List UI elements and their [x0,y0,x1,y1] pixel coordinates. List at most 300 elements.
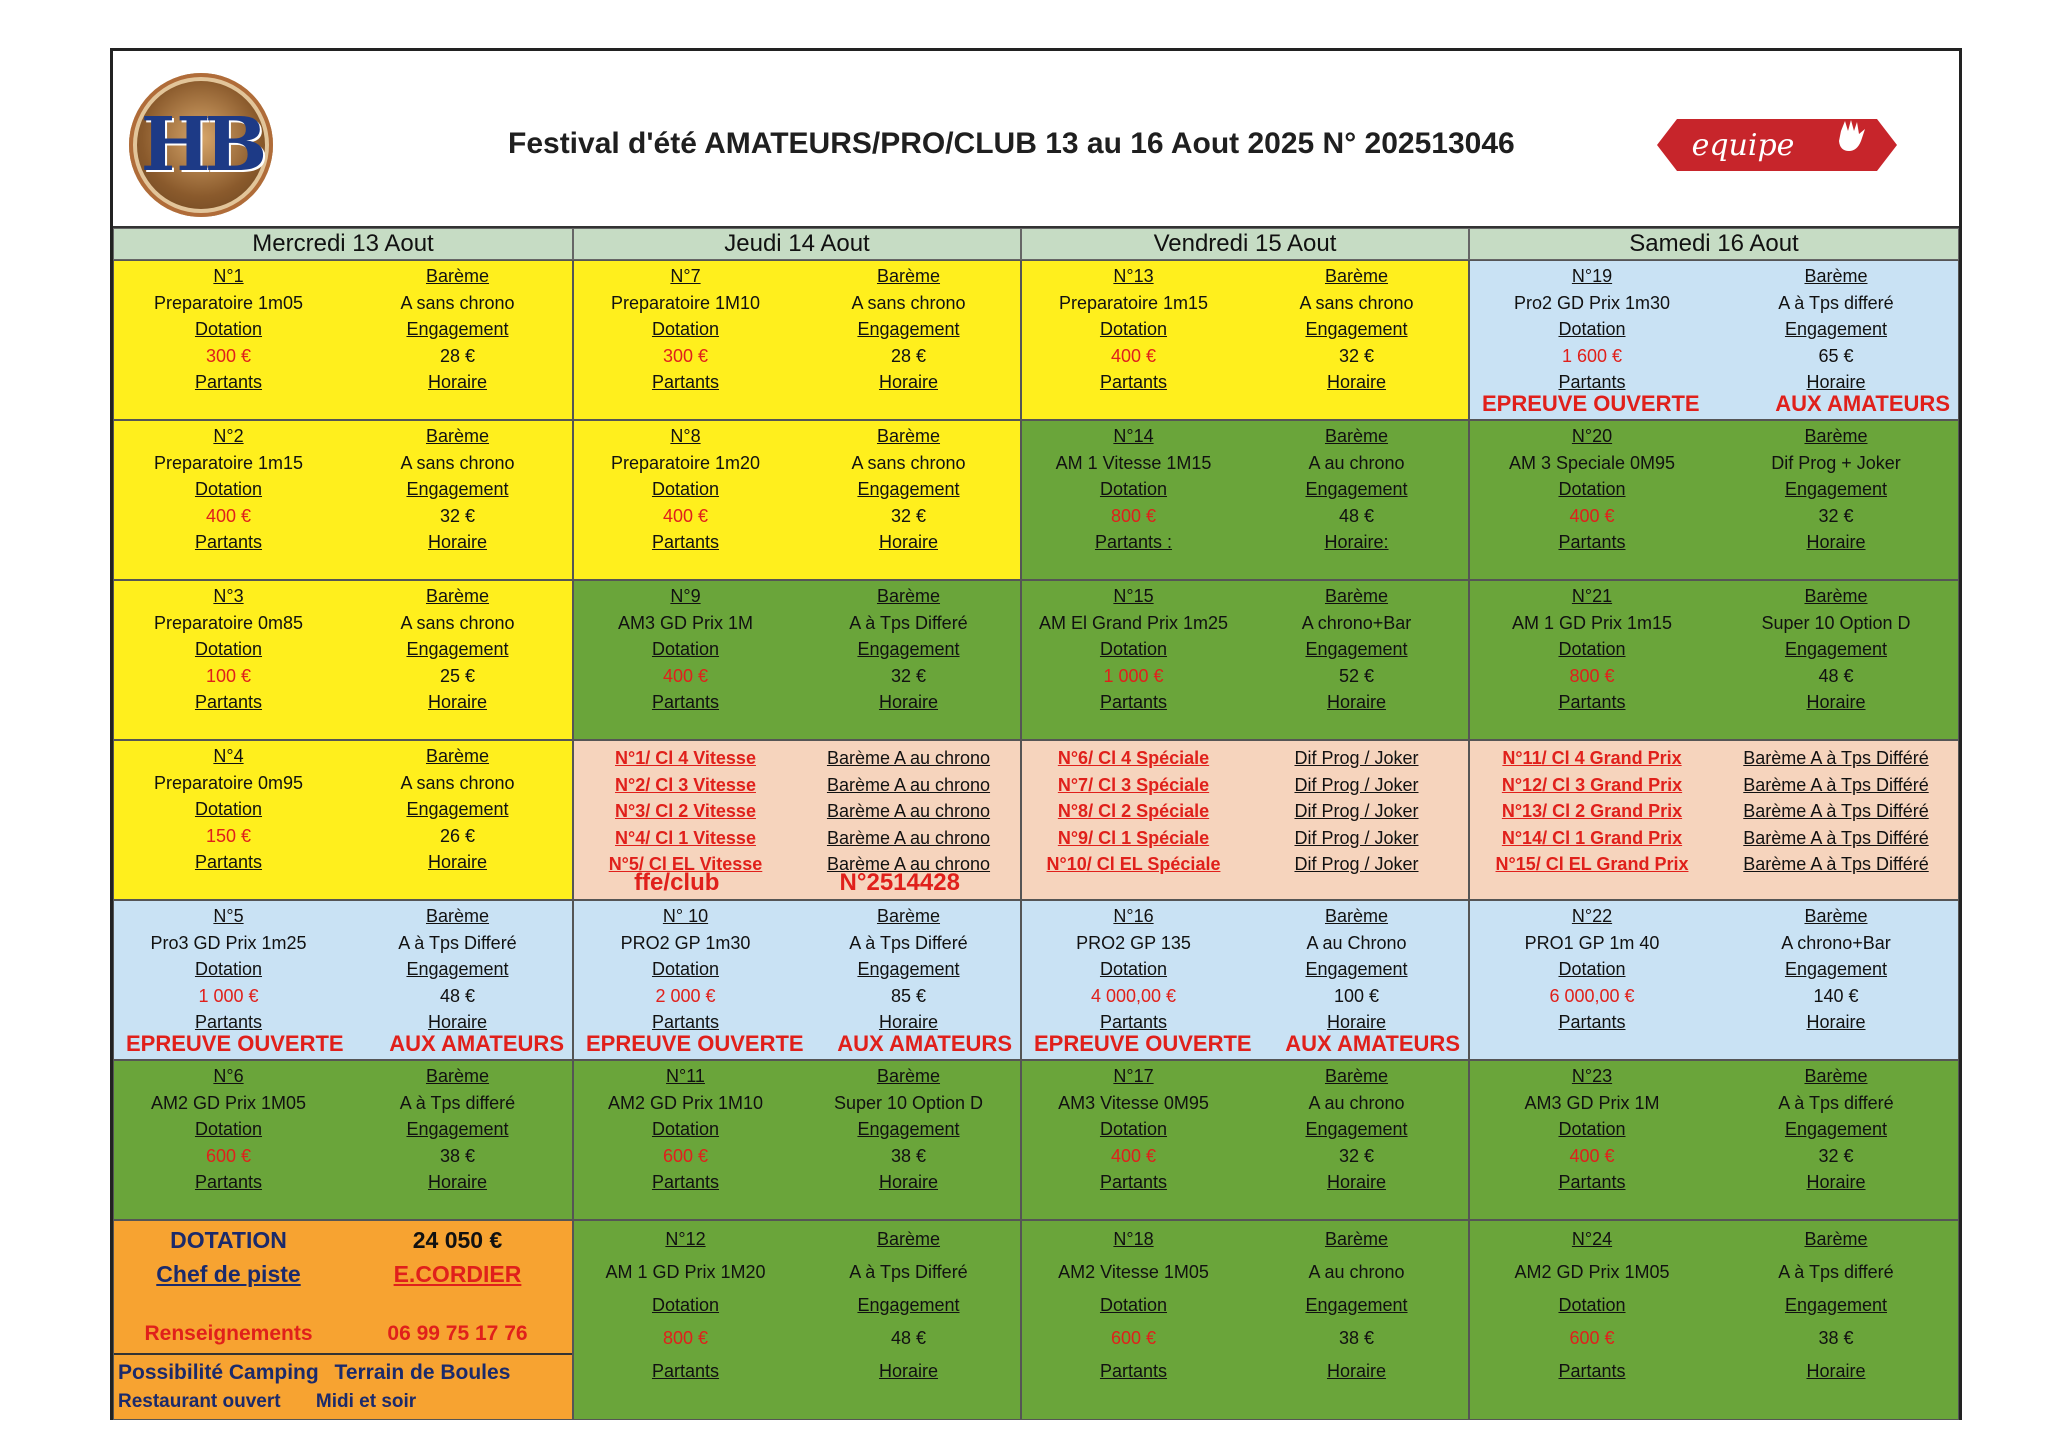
club-bareme: Barème A à Tps Différé [1743,774,1929,795]
bareme-value: A sans chrono [1299,292,1414,313]
restaurant-hours: Midi et soir [315,1391,417,1412]
event-name: AM2 GD Prix 1M05 [1514,1262,1670,1282]
event-name: AM 1 GD Prix 1m15 [1511,612,1673,633]
ffe-club-number: N°2514428 [839,869,960,896]
engagement-label: Engagement [406,959,509,979]
engagement-label: Engagement [406,799,509,819]
dotation-value: 400 € [1569,505,1615,526]
dotation-label: Dotation [651,319,720,339]
engagement-label: Engagement [1305,959,1408,979]
engagement-value: 38 € [1818,1328,1854,1348]
club-bareme: Barème A au chrono [826,801,991,821]
engagement-value: 52 € [1338,665,1375,686]
bareme-label: Barème [876,1229,941,1249]
bareme-value: A au Chrono [1306,932,1407,953]
bareme-label: Barème [425,266,490,286]
event-name: Preparatoire 1m15 [1058,292,1209,313]
club-event: N°11/ Cl 4 Grand Prix [1502,748,1682,768]
engagement-label: Engagement [857,319,960,339]
bareme-value: A sans chrono [851,452,966,473]
event-cell [113,740,573,900]
epreuve-ouverte-label: EPREUVE OUVERTE [1034,1031,1252,1056]
event-cell [1021,580,1469,740]
engagement-value: 28 € [439,345,476,366]
bareme-value: A au chrono [1308,452,1405,473]
event-number: N°3 [213,586,244,606]
event-name: Preparatoire 1m20 [610,452,761,473]
horaire-label: Horaire [1326,372,1387,392]
event-name: Pro3 GD Prix 1m25 [150,932,307,953]
engagement-label: Engagement [857,1295,960,1315]
engagement-label: Engagement [1784,639,1888,659]
bareme-value: A à Tps Differé [849,612,968,633]
horaire-label: Horaire [1806,532,1866,552]
partants-label: Partants [1558,1361,1626,1381]
dotation-label: Dotation [1099,1295,1168,1315]
club-event: N°10/ Cl EL Spéciale [1046,854,1221,874]
aux-amateurs-label: AUX AMATEURS [1775,391,1950,416]
event-number: N°13 [1113,266,1154,286]
horaire-label: Horaire [427,692,488,712]
dotation-label: Dotation [651,959,720,979]
club-event: N°6/ Cl 4 Spéciale [1057,748,1210,768]
dotation-value: 600 € [662,1145,709,1166]
club-bareme: Barème A au chrono [826,748,991,768]
page-title: Festival d'été AMATEURS/PRO/CLUB 13 au 16 Aout 2025 N° 202513046 [508,127,1515,160]
dotation-label: Dotation [651,479,720,499]
engagement-label: Engagement [1305,1295,1408,1315]
event-cell [573,260,1021,420]
partants-label: Partants [1558,532,1626,552]
event-number: N°16 [1113,906,1154,926]
dotation-label: Dotation [1558,479,1626,499]
bareme-value: A sans chrono [851,292,966,313]
day-header-wed: Mercredi 13 Aout [113,228,573,260]
event-cell [1469,260,1959,420]
dotation-value: 600 € [1569,1328,1615,1348]
dotation-value: 800 € [662,1328,709,1348]
engagement-value: 32 € [439,505,476,526]
engagement-value: 25 € [439,665,476,686]
bareme-label: Barème [876,906,941,926]
epreuve-ouverte-label: EPREUVE OUVERTE [586,1031,804,1056]
dotation-value: 400 € [662,665,709,686]
club-bareme: Barème A à Tps Différé [1743,854,1929,874]
dotation-label: Dotation [194,959,263,979]
partants-label: Partants [1099,692,1168,712]
event-name: AM2 GD Prix 1M10 [607,1092,764,1113]
bareme-label: Barème [425,426,490,446]
event-number: N°24 [1571,1229,1613,1249]
phone-number: 06 99 75 17 76 [387,1322,528,1345]
schedule-grid [113,228,1959,1420]
club-bareme: Dif Prog / Joker [1294,774,1419,795]
event-number: N°23 [1571,1066,1613,1086]
club-cell-fri [1021,740,1469,900]
club-bareme: Barème A à Tps Différé [1743,827,1929,848]
renseignements-label: Renseignements [144,1322,313,1345]
horaire-label: Horaire [427,372,488,392]
bareme-label: Barème [1324,266,1389,286]
partants-label: Partants [651,532,720,552]
engagement-value: 32 € [1818,505,1854,526]
event-name: AM 1 GD Prix 1M20 [605,1262,766,1282]
partants-label: Partants [651,1172,720,1192]
partants-label: Partants [1558,1172,1626,1192]
event-cell [113,420,573,580]
restaurant-info: Restaurant ouvert [118,1391,281,1412]
engagement-label: Engagement [1784,1295,1888,1315]
event-number: N°21 [1571,586,1613,606]
dotation-label: Dotation [1099,959,1168,979]
dotation-value: 400 € [1569,1145,1615,1166]
dotation-value: 400 € [1110,345,1157,366]
event-cell [573,580,1021,740]
equipe-logo-text: equipe [1691,128,1795,163]
event-cell [1469,580,1959,740]
engagement-label: Engagement [1784,319,1888,339]
horaire-label: Horaire [1326,692,1387,712]
horaire-label: Horaire [427,1012,488,1032]
event-name: AM3 GD Prix 1M [1524,1092,1660,1113]
event-number: N°17 [1113,1066,1154,1086]
horaire-label: Horaire [878,1172,939,1192]
bareme-label: Barème [425,746,490,766]
event-number: N°18 [1113,1229,1154,1249]
club-event: N°1/ Cl 4 Vitesse [615,748,756,768]
event-name: AM2 Vitesse 1M05 [1058,1262,1209,1282]
event-name: PRO2 GP 1m30 [620,932,751,953]
bareme-label: Barème [1804,426,1868,446]
engagement-label: Engagement [857,639,960,659]
engagement-label: Engagement [857,479,960,499]
open-to-amateurs-banner [1470,391,1958,417]
event-number: N°1 [213,266,244,286]
dotation-label: Dotation [194,479,263,499]
event-name: AM2 GD Prix 1M05 [150,1092,307,1113]
open-to-amateurs-banner [114,1031,572,1057]
dotation-value: 600 € [205,1145,252,1166]
partants-label: Partants [194,1012,263,1032]
bareme-label: Barème [1804,1229,1868,1249]
bareme-value: A à Tps differé [1778,292,1894,313]
partants-label: Partants [1558,372,1626,392]
camping-info: Possibilité Camping [118,1361,319,1384]
dotation-value: 6 000,00 € [1549,985,1635,1006]
event-number: N°8 [670,426,701,446]
event-name: Preparatoire 1M10 [610,292,761,313]
dotation-label: Dotation [1099,639,1168,659]
dotation-value: 1 000 € [1103,665,1164,686]
dotation-label: Dotation [194,1119,263,1139]
bareme-value: A sans chrono [400,452,515,473]
event-cell [1021,260,1469,420]
event-cell [113,580,573,740]
club-event: N°3/ Cl 2 Vitesse [615,801,756,821]
bareme-label: Barème [876,586,941,606]
horaire-label: Horaire [1806,1172,1866,1192]
dotation-value: 800 € [1569,665,1615,686]
bareme-label: Barème [1804,586,1868,606]
open-to-amateurs-banner [574,1031,1020,1057]
club-event: N°4/ Cl 1 Vitesse [615,827,756,848]
bareme-label: Barème [425,906,490,926]
bareme-value: A au chrono [1308,1262,1405,1282]
club-event: N°2/ Cl 3 Vitesse [615,774,756,795]
dotation-label: Dotation [651,1119,720,1139]
bareme-value: Super 10 Option D [833,1092,984,1113]
dotation-value: 300 € [205,345,252,366]
engagement-label: Engagement [1305,479,1408,499]
engagement-value: 38 € [890,1145,927,1166]
event-cell [1469,900,1959,1060]
event-number: N°7 [670,266,701,286]
event-number: N°19 [1571,266,1613,286]
event-number: N°9 [670,586,701,606]
dotation-label: Dotation [194,639,263,659]
event-name: PRO1 GP 1m 40 [1524,932,1660,953]
horaire-label: Horaire [427,1172,488,1192]
dotation-label: Dotation [1099,479,1168,499]
event-number: N°11 [666,1066,705,1086]
horaire-label: Horaire [1326,1172,1387,1192]
dotation-value: 4 000,00 € [1090,985,1177,1006]
bareme-value: A sans chrono [400,292,515,313]
chef-de-piste-label: Chef de piste [156,1261,301,1287]
aux-amateurs-label: AUX AMATEURS [837,1031,1012,1056]
engagement-value: 38 € [439,1145,476,1166]
horaire-label: Horaire [1806,372,1866,392]
engagement-value: 65 € [1818,345,1854,366]
event-name: AM3 Vitesse 0M95 [1058,1092,1209,1113]
club-bareme: Dif Prog / Joker [1294,827,1419,848]
event-cell [1021,1060,1469,1220]
club-event: N°9/ Cl 1 Spéciale [1057,827,1210,848]
dotation-value: 800 € [1110,505,1157,526]
day-header-thu: Jeudi 14 Aout [573,228,1021,260]
event-name: PRO2 GP 135 [1076,932,1191,953]
dotation-value: 150 € [205,825,252,846]
partants-label: Partants [651,1361,720,1381]
event-number: N°14 [1113,426,1154,446]
ffe-club-label: ffe/club [634,869,720,896]
bareme-label: Barème [425,586,490,606]
event-number: N°4 [213,746,244,766]
club-bareme: Dif Prog / Joker [1294,801,1419,821]
event-number: N°12 [665,1229,706,1249]
bareme-value: A à Tps differé [1778,1262,1894,1282]
engagement-value: 26 € [439,825,476,846]
bareme-value: A sans chrono [400,612,515,633]
engagement-value: 38 € [1338,1328,1375,1348]
engagement-label: Engagement [406,319,509,339]
bareme-value: A à Tps Differé [849,1262,968,1282]
engagement-label: Engagement [406,1119,509,1139]
event-name: Preparatoire 0m85 [153,612,304,633]
engagement-label: Engagement [406,639,509,659]
engagement-value: 48 € [1338,505,1375,526]
event-cell [573,1220,1021,1420]
club-bareme: Barème A au chrono [826,854,991,874]
bareme-value: A à Tps differé [399,1092,516,1113]
partants-label: Partants [194,372,263,392]
club-bareme: Dif Prog / Joker [1294,854,1419,874]
bareme-value: A chrono+Bar [1781,932,1891,953]
dotation-label: Dotation [194,799,263,819]
engagement-label: Engagement [1784,959,1888,979]
club-bareme: Barème A à Tps Différé [1743,748,1929,768]
horaire-label: Horaire [878,372,939,392]
partants-label: Partants : [1094,532,1173,552]
horaire-label: Horaire [1806,1012,1866,1032]
event-cell [113,1060,573,1220]
bareme-label: Barème [1804,1066,1868,1086]
event-cell [1021,1220,1469,1420]
event-name: AM3 GD Prix 1M [617,612,754,633]
program-sheet [110,48,1962,1420]
bareme-value: A à Tps differé [1778,1092,1894,1113]
dotation-label: Dotation [651,639,720,659]
engagement-label: Engagement [857,1119,960,1139]
horaire-label: Horaire [878,692,939,712]
event-number: N°20 [1571,426,1613,446]
open-to-amateurs-banner [1022,1031,1468,1057]
engagement-value: 85 € [890,985,927,1006]
info-cell [113,1220,573,1420]
club-event: N°12/ Cl 3 Grand Prix [1501,774,1683,795]
event-name: Pro2 GD Prix 1m30 [1513,292,1671,313]
engagement-value: 48 € [890,1328,927,1348]
bareme-label: Barème [876,426,941,446]
club-bareme: Barème A au chrono [826,774,991,795]
club-cell-sat [1469,740,1959,900]
club-event: N°5/ Cl EL Vitesse [608,854,763,874]
dotation-value: 400 € [1110,1145,1157,1166]
bareme-value: A à Tps Differé [398,932,517,953]
engagement-value: 140 € [1813,985,1859,1006]
event-name: Preparatoire 1m05 [153,292,304,313]
chef-de-piste-name: E.CORDIER [393,1261,522,1287]
horaire-label: Horaire [878,1012,939,1032]
engagement-value: 32 € [1338,345,1375,366]
horaire-label: Horaire: [1324,532,1389,552]
engagement-value: 48 € [1818,665,1854,686]
event-number: N°22 [1571,906,1613,926]
bareme-value: A à Tps Differé [849,932,968,953]
event-name: Preparatoire 0m95 [153,772,304,793]
dotation-label: Dotation [1099,1119,1168,1139]
club-bareme: Barème A au chrono [826,827,991,848]
event-number: N°2 [213,426,244,446]
partants-label: Partants [651,372,720,392]
bareme-value: Dif Prog + Joker [1771,452,1901,473]
bareme-value: A chrono+Bar [1301,612,1412,633]
dotation-label: Dotation [1099,319,1168,339]
aux-amateurs-label: AUX AMATEURS [389,1031,564,1056]
partants-label: Partants [1099,1361,1168,1381]
day-header-fri: Vendredi 15 Aout [1021,228,1469,260]
engagement-value: 32 € [890,505,927,526]
partants-label: Partants [1558,1012,1626,1032]
club-event: N°13/ Cl 2 Grand Prix [1501,801,1683,821]
horaire-label: Horaire [1326,1361,1387,1381]
bareme-label: Barème [1324,906,1389,926]
aux-amateurs-label: AUX AMATEURS [1285,1031,1460,1056]
event-cell [113,260,573,420]
engagement-label: Engagement [1784,479,1888,499]
event-number: N°15 [1113,586,1154,606]
club-event: N°15/ Cl EL Grand Prix [1495,854,1689,874]
event-number: N°5 [213,906,244,926]
partants-label: Partants [1099,1012,1168,1032]
event-cell [1469,1060,1959,1220]
dotation-label: Dotation [1558,639,1626,659]
club-logo [129,73,273,217]
event-cell [1021,420,1469,580]
day-header-sat: Samedi 16 Aout [1469,228,1959,260]
event-name: AM El Grand Prix 1m25 [1038,612,1229,633]
partants-label: Partants [194,692,263,712]
bareme-label: Barème [425,1066,490,1086]
dotation-label: Dotation [651,1295,720,1315]
engagement-label: Engagement [1305,319,1408,339]
engagement-label: Engagement [1305,1119,1408,1139]
dotation-value: 2 000 € [655,985,716,1006]
partants-label: Partants [1099,372,1168,392]
club-event: N°14/ Cl 1 Grand Prix [1501,827,1683,848]
partants-label: Partants [1099,1172,1168,1192]
event-name: AM 3 Speciale 0M95 [1508,452,1676,473]
horaire-label: Horaire [427,532,488,552]
total-dotation-value: 24 050 € [412,1227,503,1253]
horaire-label: Horaire [878,1361,939,1381]
dotation-value: 1 600 € [1561,345,1623,366]
dotation-value: 600 € [1110,1328,1157,1348]
partants-label: Partants [194,852,263,872]
engagement-value: 32 € [1818,1145,1854,1166]
partants-label: Partants [194,1172,263,1192]
event-cell [573,1060,1021,1220]
club-bareme: Barème A à Tps Différé [1743,801,1929,821]
dotation-label: Dotation [1558,319,1626,339]
bareme-label: Barème [1324,426,1389,446]
dotation-label: Dotation [1558,959,1626,979]
horaire-label: Horaire [1806,1361,1866,1381]
event-cell [1021,900,1469,1060]
bareme-label: Barème [1804,266,1868,286]
horaire-label: Horaire [1806,692,1866,712]
bareme-label: Barème [1324,1229,1389,1249]
dotation-value: 400 € [205,505,252,526]
engagement-label: Engagement [406,479,509,499]
dotation-label: Dotation [1558,1119,1626,1139]
partants-label: Partants [194,532,263,552]
engagement-value: 32 € [890,665,927,686]
club-event: N°8/ Cl 2 Spéciale [1057,801,1210,821]
sheet-header [113,51,1959,228]
total-dotation-label: DOTATION [170,1227,287,1253]
club-cell-thu [573,740,1021,900]
partants-label: Partants [651,1012,720,1032]
event-cell [113,900,573,1060]
event-number: N° 10 [662,906,709,926]
event-cell [1469,420,1959,580]
event-cell [573,900,1021,1060]
dotation-value: 1 000 € [198,985,259,1006]
bareme-label: Barème [1324,586,1389,606]
engagement-label: Engagement [857,959,960,979]
event-number: N°6 [213,1066,244,1086]
